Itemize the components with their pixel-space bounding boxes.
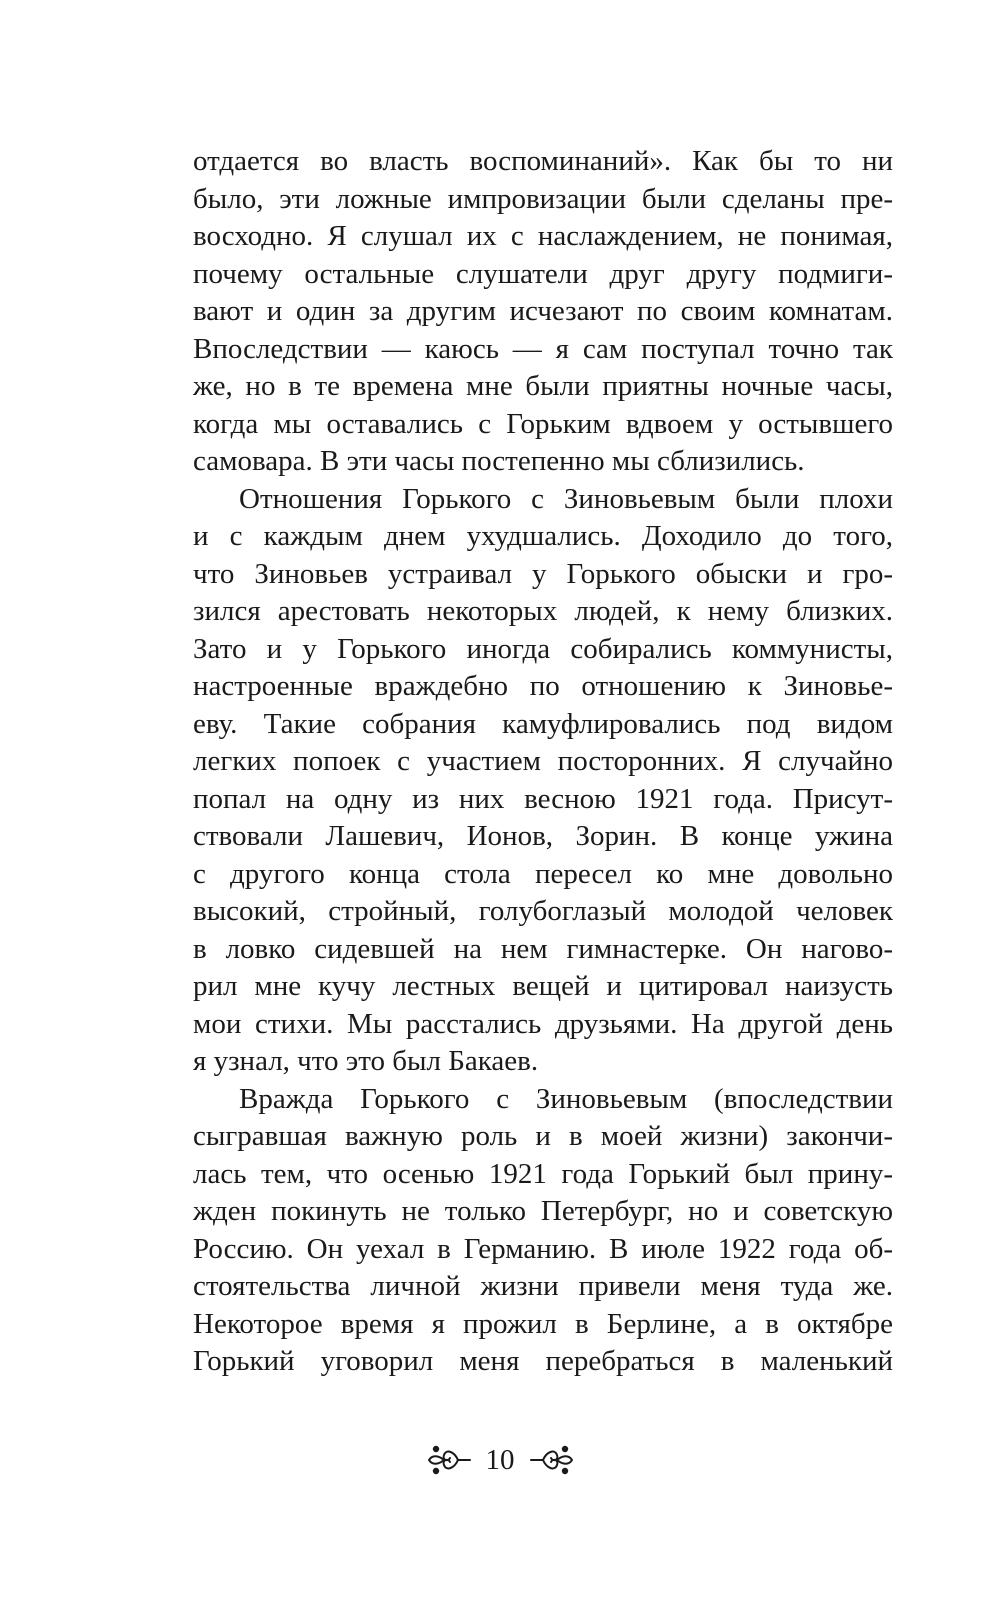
text-line: вают и один за другим исчезают по своим комнатам. bbox=[193, 295, 893, 327]
text-line: Россию. Он уехал в Германию. В июле 1922 года об- bbox=[193, 1232, 893, 1265]
paragraph-2 bbox=[193, 481, 893, 1081]
text-line: когда мы оставались с Горьким вдвоем у остывшего bbox=[193, 407, 893, 440]
text-line: Некоторое время я прожил в Берлине, а в октябре bbox=[193, 1307, 893, 1340]
text-line: же, но в те времена мне были приятны ночные часы, bbox=[193, 370, 893, 402]
text-line: высокий, стройный, голубоглазый молодой человек bbox=[193, 895, 893, 927]
paragraph-3 bbox=[193, 1081, 893, 1381]
text-line: отдается во власть воспоминаний». Как бы то ни bbox=[193, 145, 893, 177]
page-footer bbox=[0, 1440, 1000, 1480]
text-line: Зато и у Горького иногда собирались коммунисты, bbox=[193, 632, 893, 665]
text-line: стоятельства личной жизни привели меня туда же. bbox=[193, 1270, 893, 1302]
text-line: попал на одну из них весною 1921 года. Присут- bbox=[193, 782, 893, 815]
text-line: было, эти ложные импровизации были сделаны пре- bbox=[193, 182, 893, 215]
text-line: в ловко сидевшей на нем гимнастерке. Он нагово- bbox=[193, 932, 893, 965]
page-number: 10 bbox=[485, 1444, 515, 1476]
text-line: рил мне кучу лестных вещей и цитировал наизусть bbox=[193, 970, 893, 1002]
left-flourish-icon bbox=[426, 1443, 472, 1477]
text-line: ствовали Лашевич, Ионов, Зорин. В конце ужина bbox=[193, 820, 893, 852]
paragraph-1 bbox=[193, 143, 893, 481]
text-line: зился арестовать некоторых людей, к нему близких. bbox=[193, 595, 893, 627]
text-line: еву. Такие собрания камуфлировались под видом bbox=[193, 707, 893, 740]
text-line: легких попоек с участием посторонних. Я случайно bbox=[193, 745, 893, 777]
text-line: я узнал, что это был Бакаев. bbox=[193, 1045, 539, 1077]
text-line: с другого конца стола пересел ко мне довольно bbox=[193, 857, 893, 890]
text-line: почему остальные слушатели друг другу подмиги- bbox=[193, 257, 893, 290]
right-flourish-icon bbox=[529, 1443, 575, 1477]
text-line: восходно. Я слушал их с наслаждением, не понимая, bbox=[193, 220, 893, 252]
text-line: и с каждым днем ухудшались. Доходило до того, bbox=[193, 520, 893, 552]
text-line: Впоследствии — каюсь — я сам поступал точно так bbox=[193, 332, 893, 365]
text-line: мои стихи. Мы расстались друзьями. На другой день bbox=[193, 1007, 893, 1040]
text-line: лась тем, что осенью 1921 года Горький был прину- bbox=[193, 1157, 893, 1190]
text-line: сыгравшая важную роль и в моей жизни) закончи- bbox=[193, 1120, 893, 1152]
text-line: Отношения Горького с Зиновьевым были плохи bbox=[239, 482, 893, 515]
text-line: настроенные враждебно по отношению к Зиновье- bbox=[193, 670, 893, 702]
body-text bbox=[193, 143, 893, 1381]
text-line: жден покинуть не только Петербург, но и советскую bbox=[193, 1195, 893, 1227]
text-line: Горький уговорил меня перебраться в маленький bbox=[193, 1345, 893, 1377]
text-line: Вражда Горького с Зиновьевым (впоследствии bbox=[239, 1082, 893, 1115]
text-line: самовара. В эти часы постепенно мы сблизились. bbox=[193, 445, 805, 477]
text-line: что Зиновьев устраивал у Горького обыски и гро- bbox=[193, 557, 893, 590]
